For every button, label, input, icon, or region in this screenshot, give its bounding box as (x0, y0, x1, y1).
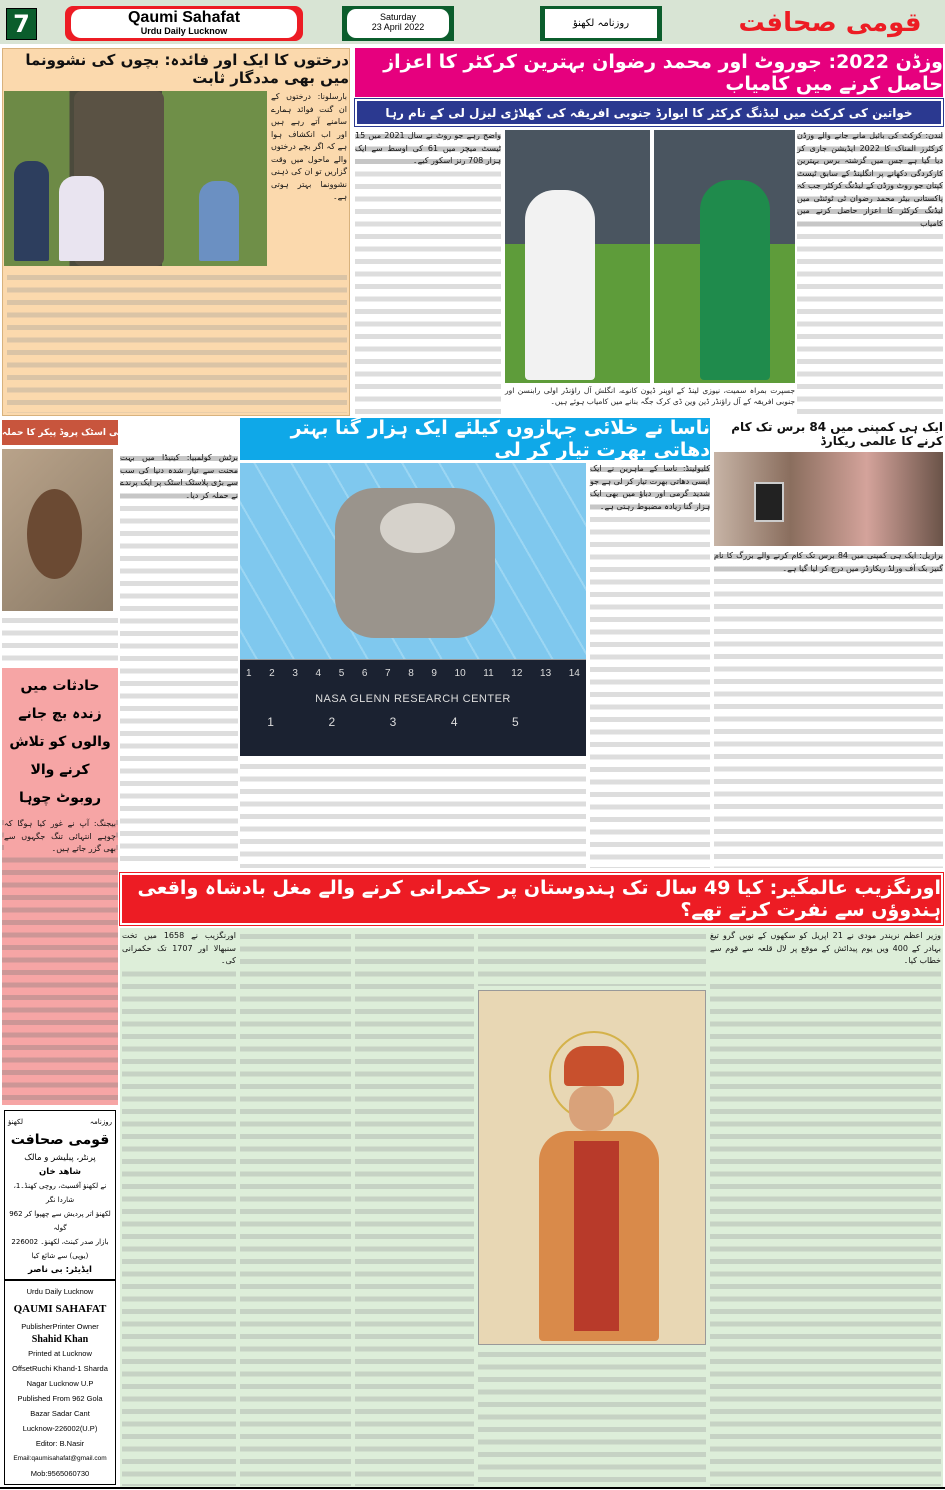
date-box (342, 6, 454, 41)
divider (0, 1487, 945, 1489)
roznama-label: روزنامہ لکھنؤ (545, 9, 657, 38)
aurangzeb-lead: وزیر اعظم نریندر مودی نے 21 اپریل کو سکھوں کے نویں گرو تیغ بہادر کے 400 ویں یوم پیدائش کے موقع پر لال قلعہ سے قوم سے خطاب کیا۔ (710, 930, 941, 968)
ruler-tick-label: 12 (511, 668, 523, 679)
page-number: 7 (6, 8, 37, 40)
ruler-tick-label: 9 (431, 668, 437, 679)
title-en: Qaumi Sahafat (127, 9, 241, 26)
nasa-headline: ناسا نے خلائی جہازوں کیلئے ایک ہزار گنا بہتر دھاتی بھرت تیار کر لی (240, 418, 710, 460)
trees-photo (4, 91, 267, 266)
ruler-tick-label: 7 (385, 668, 391, 679)
mh-en-role: PublisherPrinter Owner (21, 1322, 99, 1331)
cricket-subheadline: خواتین کی کرکٹ میں لیڈنگ کرکٹر کا ایوارڈ جنوبی افریقہ کی کھلاڑی لیزل لی کے نام رہا (355, 99, 943, 126)
plastic-body (2, 614, 118, 664)
ruler-tick-label: 8 (408, 668, 414, 679)
robot-lead: بیجنگ: آپ نے غور کیا ہوگا کہ چوہے انتہائی تنگ جگہوں سے بھی گزر جاتے ہیں۔ (4, 818, 116, 856)
cricket-body2: واضح رہے جو روٹ نے سال 2021 میں 15 ٹیسٹ میچز میں 61 کی اوسط سے ایک ہزار 708 رنز اسکور کیے۔ (355, 130, 501, 168)
ruler-tick-label: 5 (338, 668, 345, 679)
aurangzeb-painting (478, 990, 706, 1345)
ruler-tick-label: 3 (292, 668, 298, 679)
roznama-box (540, 6, 662, 41)
trees-article (2, 48, 350, 416)
ruler-top-ticks (240, 660, 586, 679)
mh-address2: لکھنؤ اتر پردیش سے چھپوا کر 962 گولہ (9, 1210, 111, 1232)
ruler-tick-label: 14 (568, 668, 580, 679)
trees-headline: درختوں کا ایک اور فائدہ: بچوں کی نشوونما میں بھی مددگار ثابت (25, 51, 349, 87)
plastic-body-2 (120, 452, 238, 867)
mh-roznama: روزنامہ (89, 1118, 112, 1126)
masthead-urdu (4, 1110, 116, 1280)
record-lead: برازیل: ایک ہی کمپنی میں 84 برس تک کام کرنے والے بزرگ کا نام گنیز بک آف ورلڈ ریکارڈز میں درج کر لیا گیا ہے۔ (714, 550, 943, 575)
ruler-tick-label: 13 (540, 668, 552, 679)
mh-name: قومی صحافت (10, 1132, 110, 1148)
mh-editor: ایڈیٹر: بی ناصر (28, 1265, 92, 1275)
mh-role: پرنٹر، پبلیشر و مالک (24, 1153, 96, 1163)
plastic-lead: برٹش کولمبیا: کینیڈا میں بہت محنت سے تیار شدہ دنیا کی سب سے بڑی پلاسٹک اسٹک پر ایک پرندے نے حملہ کر دیا۔ (120, 452, 238, 502)
record-body (714, 550, 943, 868)
ruler-tick-label: 1 (246, 668, 252, 679)
mh-en-mob: Mob:9565060730 (30, 1469, 90, 1478)
plastic-headline: دنیا کی سب سے بڑی ہائی اسٹک پروڈ پیکر کا حملہ (2, 420, 118, 445)
nasa-lead: کلیولینڈ: ناسا کے ماہرین نے ایک ایسی دھاتی بھرت تیار کر لی ہے جو شدید گرمی اور دباؤ میں بھی ایک ہزار گنا زیادہ مضبوط رہتی ہے۔ (590, 463, 710, 513)
mh-en-l1: Printed at Lucknow (28, 1349, 92, 1358)
robot-body (2, 816, 118, 1105)
aurangzeb-col-1 (710, 930, 941, 1486)
ruler-bottom-ticks (240, 715, 586, 729)
cricket-body-right (797, 130, 943, 414)
logo-urdu: قومی صحافت (738, 8, 922, 38)
ruler-tick-label: 5 (512, 715, 519, 729)
record-photo (714, 452, 943, 546)
cricket-article (355, 48, 943, 414)
ruler-tick-label: 6 (361, 668, 368, 679)
mh-en-owner: Shahid Khan (31, 1334, 89, 1345)
robot-article (2, 668, 118, 1105)
mh-en-name: QAUMI SAHAFAT (13, 1303, 107, 1315)
ruler-text: NASA GLENN RESEARCH CENTER (315, 693, 511, 705)
ruler-tick-label: 2 (328, 715, 336, 729)
mh-address4: (یوپی) سے شائع کیا (31, 1252, 89, 1260)
record-headline: ایک ہی کمپنی میں 84 برس تک کام کرنے کا عالمی ریکارڈ (731, 420, 943, 448)
cricket-lead: لندن: کرکٹ کی بائبل مانے جانے والے وزڈن کرکٹرز المناک کا 2022 ایڈیشن جاری کر دیا گیا ہے جس میں گزشتہ برس بہترین کارکردگی دکھانے پر انگلینڈ کے سابق ٹیسٹ کپتان جو روٹ وزڈن کے لیڈنگ کرکٹر جب کہ پاکستانی بیٹر محمد رضوان ٹی ٹوئنٹی میں لیڈنگ کرکٹر کا اعزاز حاصل کرنے میں کامیاب (797, 130, 943, 230)
mh-city: لکھنؤ (8, 1118, 23, 1126)
aurangzeb-col-5 (240, 930, 351, 1486)
ruler-tick-label: 2 (269, 668, 275, 679)
ruler-tick-label: 11 (483, 668, 494, 679)
nasa-body-bottom (240, 760, 586, 868)
aurangzeb-col-6 (122, 930, 236, 1486)
mh-address1: نے لکھنؤ آفسیٹ، روچی کھنڈ۔1، شاردا نگر (13, 1182, 107, 1204)
trees-body (7, 271, 347, 413)
mh-en-l5: Bazar Sadar Cant (30, 1409, 90, 1418)
mh-en-l3: Nagar Lucknow U.P (26, 1379, 94, 1388)
mh-en-l2: OffsetRuchi Khand-1 Sharda (12, 1364, 108, 1373)
aurangzeb-col-3 (478, 1348, 706, 1486)
cricket-photo (505, 130, 795, 383)
mh-en-email: Email:qaumisahafat@gmail.com (13, 1455, 107, 1462)
ruler-tick-label: 4 (315, 668, 322, 679)
ruler (240, 659, 586, 756)
ruler-tick-label: 1 (267, 715, 274, 729)
robot-headline: حادثات میں زندہ بچ جانے والوں کو تلاش کرنے والا روبوٹ چوہا (9, 678, 111, 806)
trees-lead: بارسلونا: درختوں کے ان گنت فوائد ہمارے سامنے آتے رہے ہیں اور اب انکشاف ہوا ہے کہ اگر بچے درختوں والے ماحول میں وقت گزاریں تو ان کی ذہنی نشوونما بہتر ہوتی ہے۔ (271, 92, 347, 201)
mh-address3: بازار صدر کینٹ، لکھنؤ۔ 226002 (11, 1238, 109, 1246)
mh-en-line1: Urdu Daily Lucknow (26, 1287, 94, 1296)
ruler-tick-label: 4 (450, 715, 458, 729)
ruler-tick-label: 3 (389, 715, 397, 729)
trees-body-side (271, 91, 347, 266)
cricket-caption: جسپرت بمراہ سمیت، نیوزی لینڈ کے اوپنر ڈیون کانوے، انگلش آل راؤنڈر اولی رابنسن اور جنوبی افریقہ کے آل راؤنڈر ڈین وین ڈی کرک جگہ بنانے میں کامیاب ہوئے ہیں۔ (505, 386, 795, 406)
mh-en-l6: Lucknow-226002(U.P) (22, 1424, 98, 1433)
day: Saturday (379, 12, 417, 22)
masthead-en (4, 1280, 116, 1485)
nasa-photo (240, 463, 586, 756)
mh-en-l4: Published From 962 Gola (17, 1394, 103, 1403)
mh-en-editor: Editor: B.Nasir (35, 1439, 85, 1448)
subtitle-en: Urdu Daily Lucknow (140, 26, 228, 36)
aurangzeb-col-2 (478, 930, 706, 986)
aurangzeb-headline: اورنگزیب عالمگیر: کیا 49 سال تک ہندوستان پر حکمرانی کرنے والے مغل بادشاہ واقعی ہندوؤں سے نفرت کرتے تھے؟ (120, 873, 943, 925)
cricket-body-left (355, 130, 501, 414)
aurangzeb-col-4 (355, 930, 474, 1486)
ruler-tick-label: 10 (454, 668, 466, 679)
bird-photo (2, 449, 113, 611)
nasa-body-right (590, 463, 710, 868)
cricket-headline: وزڈن 2022: جوروٹ اور محمد رضوان بہترین کرکٹر کا اعزاز حاصل کرنے میں کامیاب (355, 48, 943, 97)
mh-owner: شاهد خان (39, 1167, 81, 1177)
title-box (65, 6, 303, 41)
aurangzeb-body: اورنگزیب نے 1658 میں تخت سنبھالا اور 1707 تک حکمرانی کی۔ (122, 930, 236, 968)
date: 23 April 2022 (371, 22, 425, 32)
